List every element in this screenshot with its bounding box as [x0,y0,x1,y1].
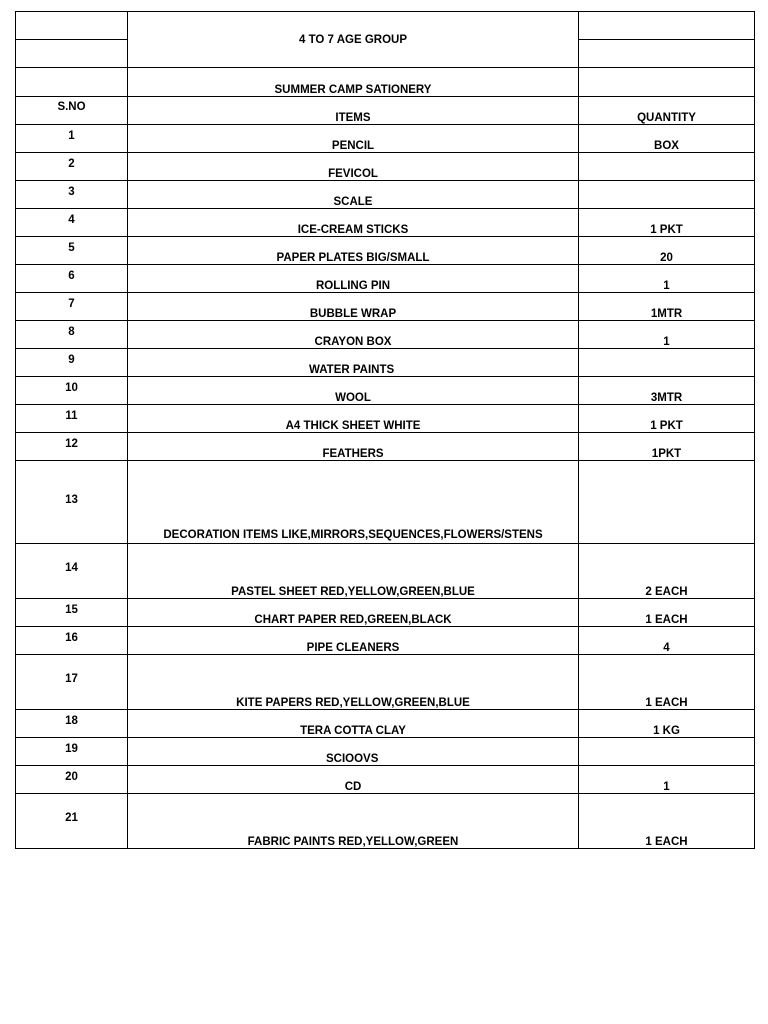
row-sno: 21 [16,794,128,849]
row-item: BUBBLE WRAP [128,293,579,321]
row-quantity [579,181,755,209]
header-quantity: QUANTITY [579,97,755,125]
row-quantity: 3MTR [579,377,755,405]
table-row [16,433,755,461]
row-item: CD [128,766,579,794]
row-item: PENCIL [128,125,579,153]
row-item: SCALE [128,181,579,209]
row-item: CRAYON BOX [128,321,579,349]
row-sno: 13 [16,461,128,544]
row-sno: 18 [16,710,128,738]
row-sno: 1 [16,125,128,153]
table-row [16,265,755,293]
row-item: PAPER PLATES BIG/SMALL [128,237,579,265]
table-row [16,181,755,209]
row-sno: 6 [16,265,128,293]
row-item: DECORATION ITEMS LIKE,MIRRORS,SEQUENCES,FLOWERS/STENS [128,461,579,544]
row-quantity: 1 KG [579,710,755,738]
table-row [16,125,755,153]
row-quantity: 4 [579,627,755,655]
row-quantity [579,738,755,766]
blank-cell [579,68,755,97]
blank-cell [579,12,755,40]
row-quantity: BOX [579,125,755,153]
row-quantity: 1 EACH [579,794,755,849]
table-row [16,627,755,655]
row-sno: 9 [16,349,128,377]
blank-cell [579,40,755,68]
row-quantity [579,349,755,377]
row-item: ROLLING PIN [128,265,579,293]
row-quantity: 1 PKT [579,405,755,433]
row-sno: 2 [16,153,128,181]
title-row [16,12,755,40]
blank-cell [16,12,128,40]
stationery-table [15,11,755,849]
table-row [16,237,755,265]
row-quantity [579,461,755,544]
row-item: SCIOOVS [128,738,579,766]
table-row [16,405,755,433]
table-row [16,321,755,349]
table-row [16,766,755,794]
row-item: KITE PAPERS RED,YELLOW,GREEN,BLUE [128,655,579,710]
row-quantity: 1 [579,265,755,293]
row-item: FABRIC PAINTS RED,YELLOW,GREEN [128,794,579,849]
row-sno: 14 [16,544,128,599]
row-sno: 19 [16,738,128,766]
row-sno: 17 [16,655,128,710]
row-item: FEVICOL [128,153,579,181]
row-sno: 3 [16,181,128,209]
table-row [16,293,755,321]
row-sno: 20 [16,766,128,794]
row-sno: 7 [16,293,128,321]
row-item: ICE-CREAM STICKS [128,209,579,237]
table-row [16,599,755,627]
row-item: CHART PAPER RED,GREEN,BLACK [128,599,579,627]
blank-cell [16,40,128,68]
row-quantity: 2 EACH [579,544,755,599]
header-items: ITEMS [128,97,579,125]
blank-cell [16,68,128,97]
row-sno: 4 [16,209,128,237]
table-row [16,710,755,738]
table-row [16,349,755,377]
table-row [16,794,755,849]
row-quantity [579,153,755,181]
row-quantity: 1MTR [579,293,755,321]
row-item: WOOL [128,377,579,405]
header-row [16,97,755,125]
row-sno: 15 [16,599,128,627]
row-item: PASTEL SHEET RED,YELLOW,GREEN,BLUE [128,544,579,599]
row-item: WATER PAINTS [128,349,579,377]
table-row [16,377,755,405]
table-row [16,153,755,181]
row-quantity: 20 [579,237,755,265]
subtitle-row [16,68,755,97]
table-row [16,738,755,766]
row-sno: 10 [16,377,128,405]
row-quantity: 1 [579,766,755,794]
row-item: FEATHERS [128,433,579,461]
row-item: TERA COTTA CLAY [128,710,579,738]
row-item: PIPE CLEANERS [128,627,579,655]
page-title: 4 TO 7 AGE GROUP [128,12,579,68]
row-quantity: 1 PKT [579,209,755,237]
row-sno: 11 [16,405,128,433]
row-sno: 8 [16,321,128,349]
row-item: A4 THICK SHEET WHITE [128,405,579,433]
table-row [16,209,755,237]
table-row [16,655,755,710]
row-sno: 16 [16,627,128,655]
row-quantity: 1 [579,321,755,349]
row-quantity: 1 EACH [579,655,755,710]
row-sno: 5 [16,237,128,265]
header-sno: S.NO [16,97,128,125]
table-row [16,544,755,599]
row-sno: 12 [16,433,128,461]
table-row [16,461,755,544]
row-quantity: 1PKT [579,433,755,461]
row-quantity: 1 EACH [579,599,755,627]
subtitle: SUMMER CAMP SATIONERY [128,68,579,97]
